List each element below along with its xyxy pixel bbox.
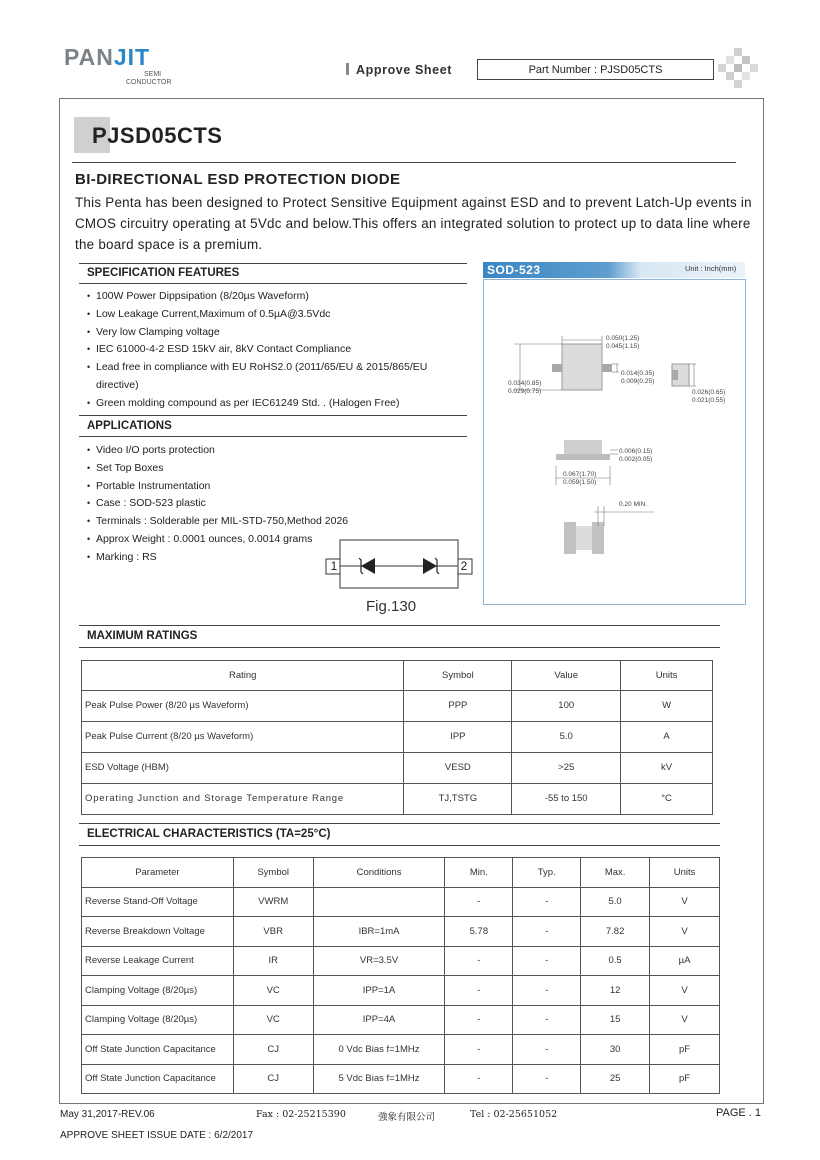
table-cell: Clamping Voltage (8/20µs) xyxy=(82,1005,234,1035)
spec-title: SPECIFICATION FEATURES xyxy=(87,267,240,279)
table-cell: Reverse Leakage Current xyxy=(82,946,234,976)
spec-item: • IEC 61000-4-2 ESD 15kV air, 8kV Contact Compliance xyxy=(86,341,461,359)
table-cell: Clamping Voltage (8/20µs) xyxy=(82,976,234,1006)
footer-page-number: PAGE . 1 xyxy=(716,1107,762,1119)
table-cell: 100 xyxy=(512,690,621,721)
table-header-cell: Symbol xyxy=(404,661,512,691)
apps-item: • Portable Instrumentation xyxy=(86,478,461,496)
table-cell: - xyxy=(445,1005,513,1035)
footer-issue-date: APPROVE SHEET ISSUE DATE : 6/2/2017 xyxy=(60,1130,254,1141)
product-description: This Penta has been designed to Protect Sensitive Equipment against ESD and to prevent Latch-Up events in CMOS circuitry operating at 5Vdc and below.This offers an integrated solution to protect up to data line where the board space is a premium. xyxy=(75,195,752,252)
table-cell: VC xyxy=(233,1005,313,1035)
table-header-cell: Conditions xyxy=(313,858,445,888)
table-cell: VWRM xyxy=(233,887,313,917)
table-cell: V xyxy=(650,917,720,947)
table-cell: pF xyxy=(650,1064,720,1094)
table-row xyxy=(82,946,720,976)
table-cell: - xyxy=(513,1005,581,1035)
table-cell: 30 xyxy=(581,1035,650,1065)
table-row xyxy=(82,690,713,721)
footer-company: 強象有限公司 xyxy=(378,1112,436,1123)
table-cell: 7.82 xyxy=(581,917,650,947)
table-cell: - xyxy=(513,887,581,917)
table-cell: Off State Junction Capacitance xyxy=(82,1035,234,1065)
approve-sheet-text: Approve Sheet xyxy=(356,63,453,77)
table-cell: Peak Pulse Power (8/20 µs Waveform) xyxy=(82,690,404,721)
dim-body-width: 0.034(0.85) 0.029(0.75) xyxy=(508,380,542,395)
pin-1-label: 1 xyxy=(330,559,338,573)
table-cell: - xyxy=(513,1064,581,1094)
table-row xyxy=(82,721,713,752)
table-cell: IR xyxy=(233,946,313,976)
table-header-cell: Units xyxy=(650,858,720,888)
table-cell: µA xyxy=(650,946,720,976)
package-unit: Unit : Inch(mm) xyxy=(685,264,737,273)
table-cell: CJ xyxy=(233,1035,313,1065)
dim-overall-length: 0.067(1.70) 0.059(1.50) xyxy=(563,471,597,486)
elec-rule-bottom xyxy=(79,845,720,846)
spec-rule-top xyxy=(79,263,467,264)
footer-date-revision: May 31,2017-REV.06 xyxy=(60,1109,155,1120)
table-row xyxy=(82,976,720,1006)
table-cell: 5.0 xyxy=(512,721,621,752)
table-header-cell: Symbol xyxy=(233,858,313,888)
product-subtitle: BI-DIRECTIONAL ESD PROTECTION DIODE xyxy=(75,171,401,188)
table-row xyxy=(82,752,713,783)
logo-text-jit: JIT xyxy=(113,44,151,70)
table-cell: W xyxy=(621,690,713,721)
approve-sheet-label xyxy=(346,63,452,77)
spec-item: • Very low Clamping voltage xyxy=(86,324,461,342)
table-cell: - xyxy=(445,1035,513,1065)
table-cell: VR=3.5V xyxy=(313,946,445,976)
table-cell: 0.5 xyxy=(581,946,650,976)
footer-fax: Fax : 02-25215390 xyxy=(256,1109,346,1120)
dim-lead-width: 0.014(0.35) 0.009(0.25) xyxy=(621,370,655,385)
table-cell: >25 xyxy=(512,752,621,783)
table-cell: VESD xyxy=(404,752,512,783)
table-cell: °C xyxy=(621,783,713,814)
table-cell: A xyxy=(621,721,713,752)
table-cell: 12 xyxy=(581,976,650,1006)
apps-item: • Terminals : Solderable per MIL-STD-750,Method 2026 xyxy=(86,513,461,531)
table-cell: 5.78 xyxy=(445,917,513,947)
apps-item: • Video I/O ports protection xyxy=(86,442,461,460)
diode-right-icon xyxy=(423,558,437,574)
table-cell: 25 xyxy=(581,1064,650,1094)
table-cell: - xyxy=(445,946,513,976)
table-row xyxy=(82,887,720,917)
max-ratings-table xyxy=(81,660,713,815)
table-header-row xyxy=(82,858,720,888)
table-row xyxy=(82,1064,720,1094)
table-cell: V xyxy=(650,887,720,917)
table-header-cell: Value xyxy=(512,661,621,691)
table-cell xyxy=(313,887,445,917)
table-cell: 0 Vdc Bias f=1MHz xyxy=(313,1035,445,1065)
pin-2-label: 2 xyxy=(460,559,468,573)
table-cell: - xyxy=(445,976,513,1006)
table-cell: - xyxy=(445,887,513,917)
spec-list xyxy=(86,288,461,413)
table-cell: IPP xyxy=(404,721,512,752)
table-row xyxy=(82,1005,720,1035)
part-number-text: Part Number : PJSD05CTS xyxy=(528,63,663,76)
table-header-cell: Typ. xyxy=(513,858,581,888)
spec-item: • Low Leakage Current,Maximum of 0.5µA@3.5Vdc xyxy=(86,306,461,324)
table-cell: Peak Pulse Current (8/20 µs Waveform) xyxy=(82,721,404,752)
table-cell: IBR=1mA xyxy=(313,917,445,947)
table-header-cell: Rating xyxy=(82,661,404,691)
apps-title: APPLICATIONS xyxy=(87,420,172,432)
table-cell: V xyxy=(650,976,720,1006)
table-cell: 15 xyxy=(581,1005,650,1035)
logo-sub-conductor: CONDUCTOR xyxy=(126,79,172,86)
table-header-cell: Units xyxy=(621,661,713,691)
table-header-row xyxy=(82,661,713,691)
table-cell: kV xyxy=(621,752,713,783)
table-cell: VC xyxy=(233,976,313,1006)
page-title: PJSD05CTS xyxy=(92,123,223,148)
table-cell: V xyxy=(650,1005,720,1035)
max-rule-bottom xyxy=(79,647,720,648)
dim-body-length: 0.050(1.25) 0.045(1.15) xyxy=(606,335,640,350)
apps-rule-bottom xyxy=(79,436,467,437)
elec-rule-top xyxy=(79,823,720,824)
table-cell: ESD Voltage (HBM) xyxy=(82,752,404,783)
table-cell: Operating Junction and Storage Temperature Range xyxy=(82,783,404,814)
table-cell: PPP xyxy=(404,690,512,721)
apps-item: • Marking : RS xyxy=(86,549,461,567)
table-cell: Reverse Stand-Off Voltage xyxy=(82,887,234,917)
table-cell: - xyxy=(513,1035,581,1065)
checker-pattern-icon xyxy=(718,48,758,88)
table-row xyxy=(82,917,720,947)
table-cell: Off State Junction Capacitance xyxy=(82,1064,234,1094)
table-cell: VBR xyxy=(233,917,313,947)
table-cell: - xyxy=(513,946,581,976)
table-row xyxy=(82,1035,720,1065)
elec-title: ELECTRICAL CHARACTERISTICS (TA=25°C) xyxy=(87,828,331,840)
table-cell: CJ xyxy=(233,1064,313,1094)
logo-sub-semi: SEMI xyxy=(144,71,162,78)
figure-caption: Fig.130 xyxy=(366,598,417,615)
footer-tel: Tel : 02-25651052 xyxy=(470,1109,558,1120)
logo-wordmark xyxy=(64,44,194,71)
table-cell: IPP=4A xyxy=(313,1005,445,1035)
max-rule-top xyxy=(79,625,720,626)
dim-standoff: 0.006(0.15) 0.002(0.05) xyxy=(619,448,653,463)
table-cell: Reverse Breakdown Voltage xyxy=(82,917,234,947)
diode-schematic xyxy=(324,536,474,596)
table-cell: TJ,TSTG xyxy=(404,783,512,814)
apps-item: • Approx Weight : 0.0001 ounces, 0.0014 grams xyxy=(86,531,461,549)
table-cell: - xyxy=(445,1064,513,1094)
table-cell: - xyxy=(513,917,581,947)
dim-lead-min: 0.20 MIN. xyxy=(619,501,648,508)
spec-rule-bottom xyxy=(79,283,467,284)
package-outline-drawing xyxy=(484,280,743,602)
table-cell: 5.0 xyxy=(581,887,650,917)
table-header-cell: Parameter xyxy=(82,858,234,888)
table-header-cell: Min. xyxy=(445,858,513,888)
panjit-logo xyxy=(64,44,194,90)
table-cell: -55 to 150 xyxy=(512,783,621,814)
part-number-box xyxy=(477,59,714,80)
apps-item: • Set Top Boxes xyxy=(86,460,461,478)
table-cell: IPP=1A xyxy=(313,976,445,1006)
apps-item: • Case : SOD-523 plastic xyxy=(86,495,461,513)
logo-text-pan: PAN xyxy=(64,44,114,70)
table-header-cell: Max. xyxy=(581,858,650,888)
package-name: SOD-523 xyxy=(487,263,541,277)
table-cell: - xyxy=(513,976,581,1006)
table-cell: 5 Vdc Bias f=1MHz xyxy=(313,1064,445,1094)
electrical-table xyxy=(81,857,720,1094)
table-cell: pF xyxy=(650,1035,720,1065)
table-row xyxy=(82,783,713,814)
max-ratings-title: MAXIMUM RATINGS xyxy=(87,630,198,642)
diode-left-icon xyxy=(361,558,375,574)
spec-item: • 100W Power Dippsipation (8/20µs Waveform) xyxy=(86,288,461,306)
apps-rule-top xyxy=(79,415,467,416)
dim-body-height: 0.026(0.65) 0.021(0.55) xyxy=(692,389,726,404)
spec-item: • Lead free in compliance with EU RoHS2.0 (2011/65/EU & 2015/865/EU directive) xyxy=(86,359,461,395)
title-divider xyxy=(72,162,736,163)
spec-item: • Green molding compound as per IEC61249 Std. . (Halogen Free) xyxy=(86,395,461,413)
